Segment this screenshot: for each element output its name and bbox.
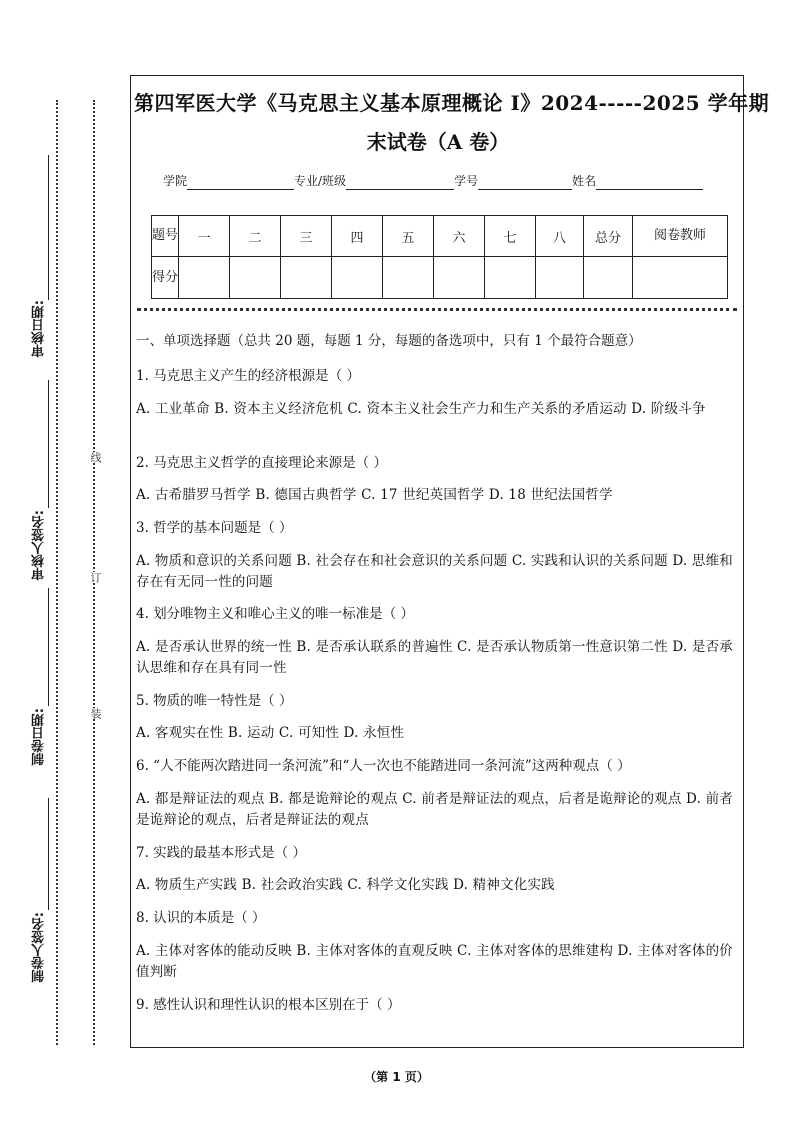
fold-marker: 装 <box>89 708 102 719</box>
question-3-options: A. 物质和意识的关系问题 B. 社会存在和社会意识的关系问题 C. 实践和认识的关系问题 D. 思维和存在有无同一性的问题 <box>136 553 733 590</box>
question-1: 1. 马克思主义产生的经济根源是（ ） <box>136 368 360 384</box>
question-9: 9. 感性认识和理性认识的根本区别在于（ ） <box>136 997 401 1013</box>
question-8: 8. 认识的本质是（ ） <box>136 910 266 926</box>
score-col-grader: 阅卷教师 <box>633 216 728 257</box>
question-7-options: A. 物质生产实践 B. 社会政治实践 C. 科学文化实践 D. 精神文化实践 <box>136 877 555 893</box>
score-col-1: 一 <box>179 216 230 257</box>
line-marker: 线 <box>89 452 102 463</box>
bind-marker: 订 <box>89 572 102 583</box>
major-class-label: 专业/班级 <box>294 174 347 188</box>
score-cell[interactable] <box>281 257 332 299</box>
score-cell[interactable] <box>536 257 584 299</box>
reviewer-sign-line <box>48 380 49 508</box>
score-cell[interactable] <box>179 257 230 299</box>
name-label: 姓名 <box>572 174 597 188</box>
score-cell[interactable] <box>584 257 633 299</box>
reviewer-date-line <box>48 155 49 300</box>
score-col-8: 八 <box>536 216 584 257</box>
score-col-6: 六 <box>434 216 485 257</box>
reviewer-sign-label: 审核人签名: <box>32 510 47 581</box>
question-5: 5. 物质的唯一特性是（ ） <box>136 693 293 709</box>
score-cell[interactable] <box>230 257 281 299</box>
score-table-score-row <box>152 257 728 299</box>
college-label: 学院 <box>163 174 188 188</box>
question-6-options: A. 都是辩证法的观点 B. 都是诡辩论的观点 C. 前者是辩证法的观点，后者是诡辩论的观点 D. 前者是诡辩论的观点，后者是辩证法的观点 <box>136 791 733 828</box>
binding-dotted-line-outer <box>56 100 58 1045</box>
score-col-header-label: 题号 <box>152 216 179 257</box>
maker-sign-line <box>48 798 49 910</box>
question-1-options: A. 工业革命 B. 资本主义经济危机 C. 资本主义社会生产力和生产关系的矛盾运动 D. 阶级斗争 <box>136 401 706 417</box>
major-class-field[interactable] <box>346 175 454 190</box>
reviewer-date-label: 审核日期: <box>32 300 47 358</box>
score-table <box>151 215 728 299</box>
score-table-header-row <box>152 216 728 257</box>
page-number: （第 1 页） <box>364 1070 429 1084</box>
college-field[interactable] <box>187 175 294 190</box>
score-col-5: 五 <box>383 216 434 257</box>
section-heading: 一、单项选择题（总共 20 题，每题 1 分，每题的备选项中，只有 1 个最符合题意） <box>136 333 642 349</box>
question-5-options: A. 客观实在性 B. 运动 C. 可知性 D. 永恒性 <box>136 725 405 741</box>
score-col-2: 二 <box>230 216 281 257</box>
student-id-field[interactable] <box>478 175 572 190</box>
score-col-4: 四 <box>332 216 383 257</box>
question-7: 7. 实践的最基本形式是（ ） <box>136 845 306 861</box>
question-2: 2. 马克思主义哲学的直接理论来源是（ ） <box>136 455 387 471</box>
question-2-options: A. 古希腊罗马哲学 B. 德国古典哲学 C. 17 世纪英国哲学 D. 18 世纪法国哲学 <box>136 487 613 503</box>
question-8-options: A. 主体对客体的能动反映 B. 主体对客体的直观反映 C. 主体对客体的思维建构 D. 主体对客体的价值判断 <box>136 943 733 980</box>
score-cell[interactable] <box>633 257 728 299</box>
score-cell[interactable] <box>485 257 536 299</box>
maker-date-label: 制卷日期: <box>32 708 47 766</box>
maker-date-line <box>48 588 49 706</box>
score-col-7: 七 <box>485 216 536 257</box>
question-4: 4. 划分唯物主义和唯心主义的唯一标准是（ ） <box>136 606 414 622</box>
maker-sign-label: 制卷人签名: <box>32 912 47 983</box>
score-cell[interactable] <box>332 257 383 299</box>
score-col-total: 总分 <box>584 216 633 257</box>
score-col-3: 三 <box>281 216 332 257</box>
student-id-label: 学号 <box>454 174 479 188</box>
score-row-label: 得分 <box>152 257 179 299</box>
student-info-row <box>163 172 703 190</box>
score-cell[interactable] <box>434 257 485 299</box>
question-6: 6. “人不能两次踏进同一条河流”和“人一次也不能踏进同一条河流”这两种观点（ ） <box>136 758 631 774</box>
question-4-options: A. 是否承认世界的统一性 B. 是否承认联系的普遍性 C. 是否承认物质第一性意识第二性 D. 是否承认思维和存在具有同一性 <box>136 639 733 676</box>
section-divider <box>137 308 737 311</box>
name-field[interactable] <box>596 175 703 190</box>
exam-title-line1: 第四军医大学《马克思主义基本原理概论 I》2024-----2025 学年期 <box>134 91 770 115</box>
exam-title-line2: 末试卷（A 卷） <box>366 130 510 154</box>
question-3: 3. 哲学的基本问题是（ ） <box>136 520 293 536</box>
score-cell[interactable] <box>383 257 434 299</box>
